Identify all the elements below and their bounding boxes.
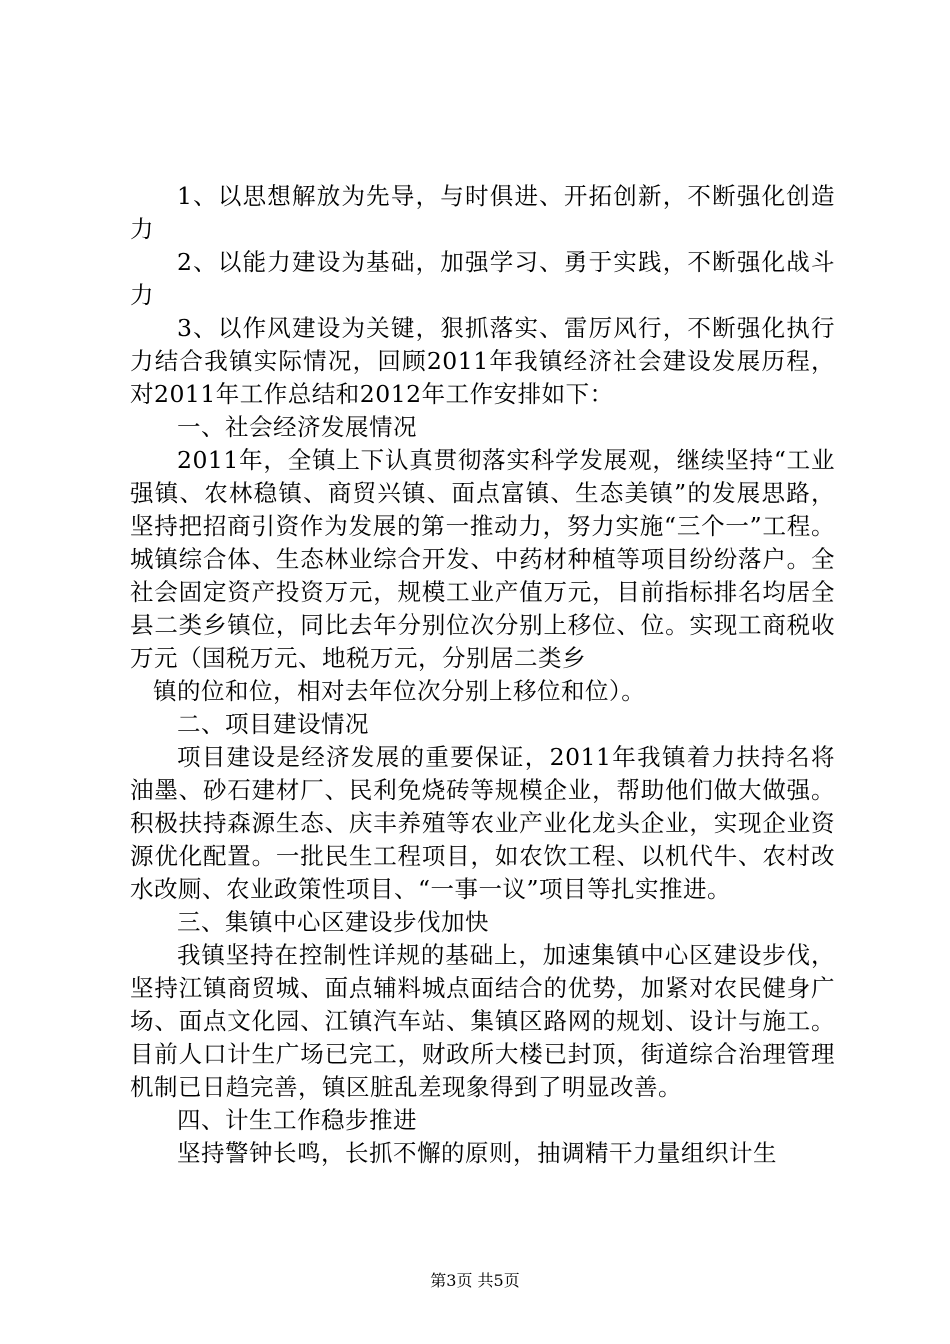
section-heading-2: 二、项目建设情况: [177, 710, 369, 738]
page-number-footer: 第3页 共5页: [430, 1271, 520, 1290]
paragraph-item-3: 3、以作风建设为关键，狠抓落实、雷厉风行，不断强化执行力结合我镇实际情况，回顾2011年我镇经济社会建设发展历程，对2011年工作总结和2012年工作安排如下：: [130, 314, 835, 408]
section-heading-1: 一、社会经济发展情况: [177, 413, 417, 441]
paragraph-item-2: 2、以能力建设为基础，加强学习、勇于实践，不断强化战斗力: [130, 248, 835, 309]
paragraph-economy: 2011年，全镇上下认真贯彻落实科学发展观，继续坚持“工业强镇、农林稳镇、商贸兴镇、面点富镇、生态美镇”的发展思路，坚持把招商引资作为发展的第一推动力，努力实施“三个一”工程。城镇综合体、生态林业综合开发、中药材种植等项目纷纷落户。全社会固定资产投资万元，规模工业产值万元，目前指标排名均居全县二类乡镇位，同比去年分别位次分别上移位、位。实现工商税收万元（国税万元、地税万元，分别居二类乡: [130, 446, 835, 672]
section-heading-4: 四、计生工作稳步推进: [177, 1106, 417, 1134]
paragraph-family-planning: 坚持警钟长鸣，长抓不懈的原则，抽调精干力量组织计生: [177, 1139, 777, 1167]
paragraph-projects: 项目建设是经济发展的重要保证，2011年我镇着力扶持名将油墨、砂石建材厂、民利免烧砖等规模企业，帮助他们做大做强。积极扶持森源生态、庆丰养殖等农业产业化龙头企业，实现企业资源优化配置。一批民生工程项目，如农饮工程、以机代牛、农村改水改厕、农业政策性项目、“一事一议”项目等扎实推进。: [130, 743, 835, 903]
paragraph-item-1: 1、以思想解放为先导，与时俱进、开拓创新，不断强化创造力: [130, 182, 835, 243]
paragraph-town-center: 我镇坚持在控制性详规的基础上，加速集镇中心区建设步伐，坚持江镇商贸城、面点辅料城点面结合的优势，加紧对农民健身广场、面点文化园、江镇汽车站、集镇区路网的规划、设计与施工。目前人口计生广场已完工，财政所大楼已封顶，街道综合治理管理机制已日趋完善，镇区脏乱差现象得到了明显改善。: [130, 941, 835, 1101]
paragraph-economy-continued: 镇的位和位，相对去年位次分别上移位和位）。: [153, 677, 646, 705]
section-heading-3: 三、集镇中心区建设步伐加快: [177, 908, 489, 936]
document-body: [130, 180, 835, 1170]
